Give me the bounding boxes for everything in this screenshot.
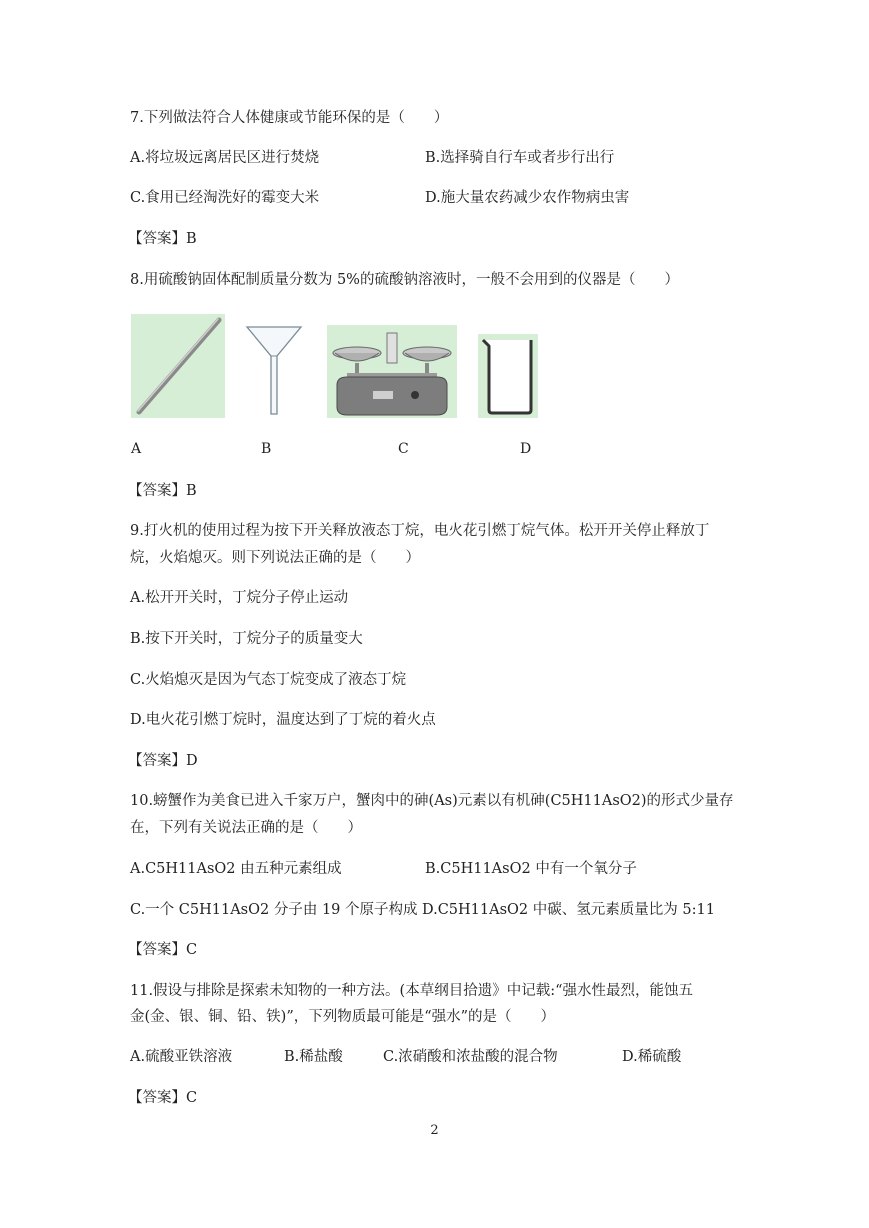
- q10-stem-line1: 10.螃蟹作为美食已进入千家万户，蟹肉中的砷(As)元素以有机砷(C5H11AsO2)的形式少量存: [130, 793, 734, 809]
- q9-option-b: B.按下开关时，丁烷分子的质量变大: [130, 631, 363, 647]
- beaker-icon: [478, 334, 538, 418]
- figure-label-c: C: [398, 441, 409, 457]
- q10-option-a: A.C5H11AsO2 由五种元素组成: [130, 861, 342, 877]
- figure-label-b: B: [261, 441, 272, 457]
- q10-stem-line2: 在，下列有关说法正确的是（ ）: [130, 820, 362, 836]
- q10-answer: 【答案】C: [128, 942, 198, 958]
- q10-option-d: D.C5H11AsO2 中碳、氢元素质量比为 5:11: [422, 902, 715, 918]
- q7-stem: 7.下列做法符合人体健康或节能环保的是（ ）: [130, 110, 449, 126]
- balance-scale-icon: [327, 325, 457, 418]
- q7-option-b: B.选择骑自行车或者步行出行: [425, 150, 615, 166]
- q11-option-d: D.稀硫酸: [622, 1049, 682, 1065]
- q9-option-c: C.火焰熄灭是因为气态丁烷变成了液态丁烷: [130, 672, 407, 688]
- q8-answer: 【答案】B: [128, 483, 197, 499]
- funnel-icon: [244, 322, 304, 418]
- q10-option-b: B.C5H11AsO2 中有一个氧分子: [425, 861, 637, 877]
- q11-option-b: B.稀盐酸: [284, 1049, 343, 1065]
- q7-option-a: A.将垃圾远离居民区进行焚烧: [130, 150, 320, 166]
- q8-stem: 8.用硫酸钠固体配制质量分数为 5%的硫酸钠溶液时，一般不会用到的仪器是（ ）: [130, 272, 679, 288]
- q9-stem-line1: 9.打火机的使用过程为按下开关释放液态丁烷，电火花引燃丁烷气体。松开开关停止释放丁: [130, 523, 710, 539]
- q9-stem-line2: 烷，火焰熄灭。则下列说法正确的是（ ）: [130, 550, 420, 566]
- page-number: 2: [430, 1123, 439, 1138]
- q11-answer: 【答案】C: [128, 1090, 198, 1106]
- q9-answer: 【答案】D: [128, 753, 198, 769]
- q10-option-c: C.一个 C5H11AsO2 分子由 19 个原子构成: [130, 902, 418, 918]
- q9-option-a: A.松开开关时，丁烷分子停止运动: [130, 590, 349, 606]
- q7-option-d: D.施大量农药减少农作物病虫害: [425, 190, 630, 206]
- figure-label-a: A: [131, 441, 142, 457]
- q11-stem-line1: 11.假设与排除是探索未知物的一种方法。(本草纲目拾遗》中记载:“强水性最烈，能蚀五: [130, 983, 694, 999]
- glass-rod-icon: [131, 314, 225, 418]
- q11-option-a: A.硫酸亚铁溶液: [130, 1049, 233, 1065]
- q11-option-c: C.浓硝酸和浓盐酸的混合物: [383, 1049, 558, 1065]
- figure-label-d: D: [520, 441, 532, 457]
- q9-option-d: D.电火花引燃丁烷时，温度达到了丁烷的着火点: [130, 712, 436, 728]
- q7-option-c: C.食用已经淘洗好的霉变大米: [130, 190, 320, 206]
- q7-answer: 【答案】B: [128, 231, 197, 247]
- q11-stem-line2: 金(金、银、铜、铅、铁)”，下列物质最可能是“强水”的是（ ）: [130, 1009, 556, 1025]
